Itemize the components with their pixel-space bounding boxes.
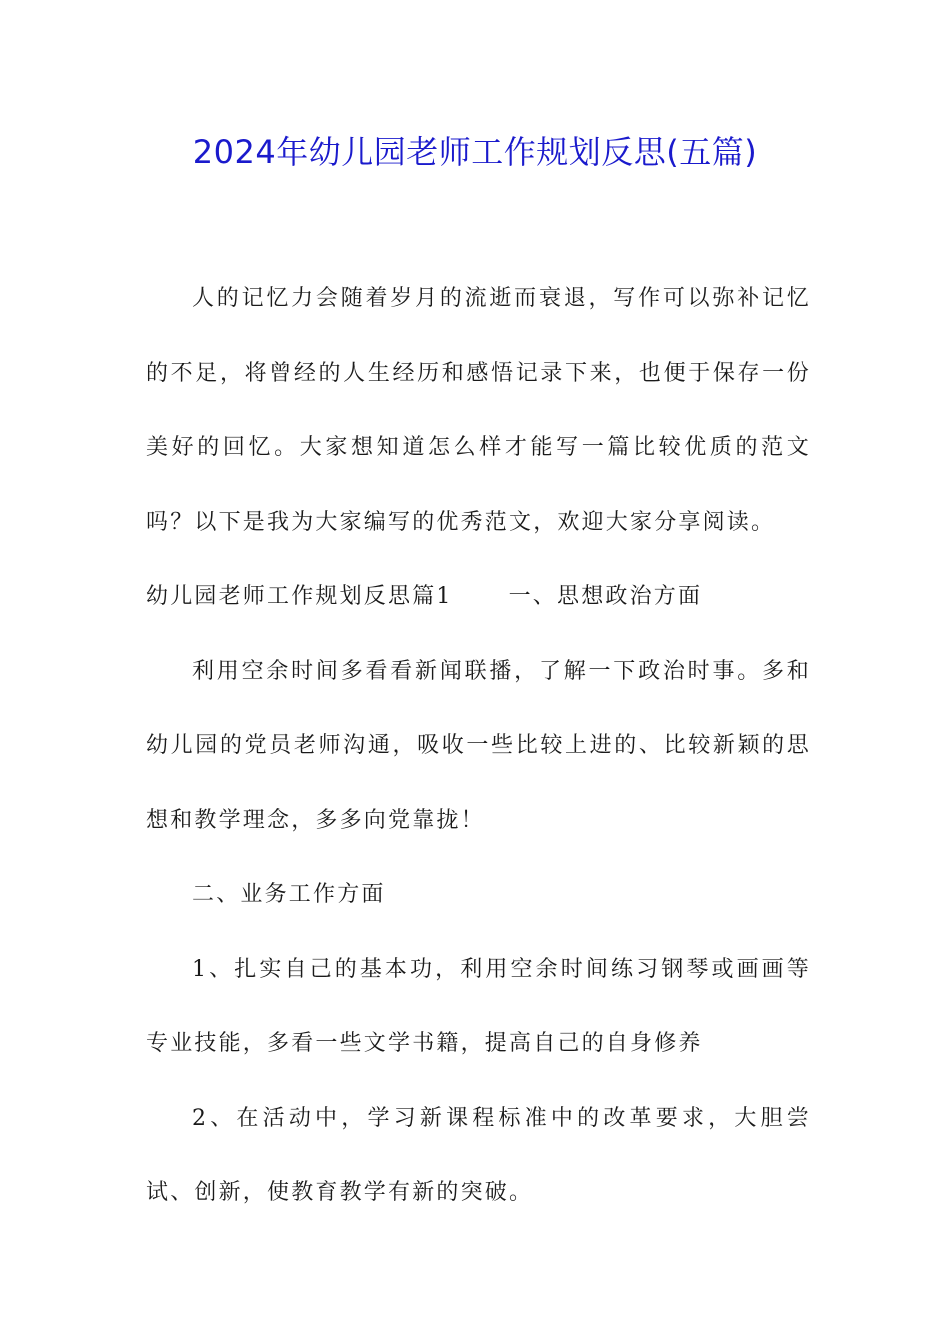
intro-paragraph: 人的记忆力会随着岁月的流逝而衰退，写作可以弥补记忆的不足，将曾经的人生经历和感悟记录下来，也便于保存一份美好的回忆。大家想知道怎么样才能写一篇比较优质的范文吗？以下是我为大家编写的优秀范文，欢迎大家分享阅读。 xyxy=(146,286,811,535)
article-heading: 幼儿园老师工作规划反思篇1 xyxy=(146,584,453,609)
section1-heading: 一、思想政治方面 xyxy=(508,584,703,609)
section1-paragraph: 利用空余时间多看看新闻联播，了解一下政治时事。多和幼儿园的党员老师沟通，吸收一些比较上进的、比较新颖的思想和教学理念，多多向党靠拢！ xyxy=(146,658,811,833)
document-body xyxy=(146,262,811,1231)
section2-heading: 二、业务工作方面 xyxy=(192,882,386,907)
item2-paragraph: 2、在活动中，学习新课程标准中的改革要求，大胆尝试、创新，使教育教学有新的突破。 xyxy=(146,1105,811,1205)
article-heading-line xyxy=(146,560,811,635)
document-title: 2024年幼儿园老师工作规划反思(五篇) xyxy=(192,133,758,171)
item1-paragraph: 1、扎实自己的基本功，利用空余时间练习钢琴或画画等专业技能，多看一些文学书籍，提高自己的自身修养 xyxy=(146,956,811,1056)
